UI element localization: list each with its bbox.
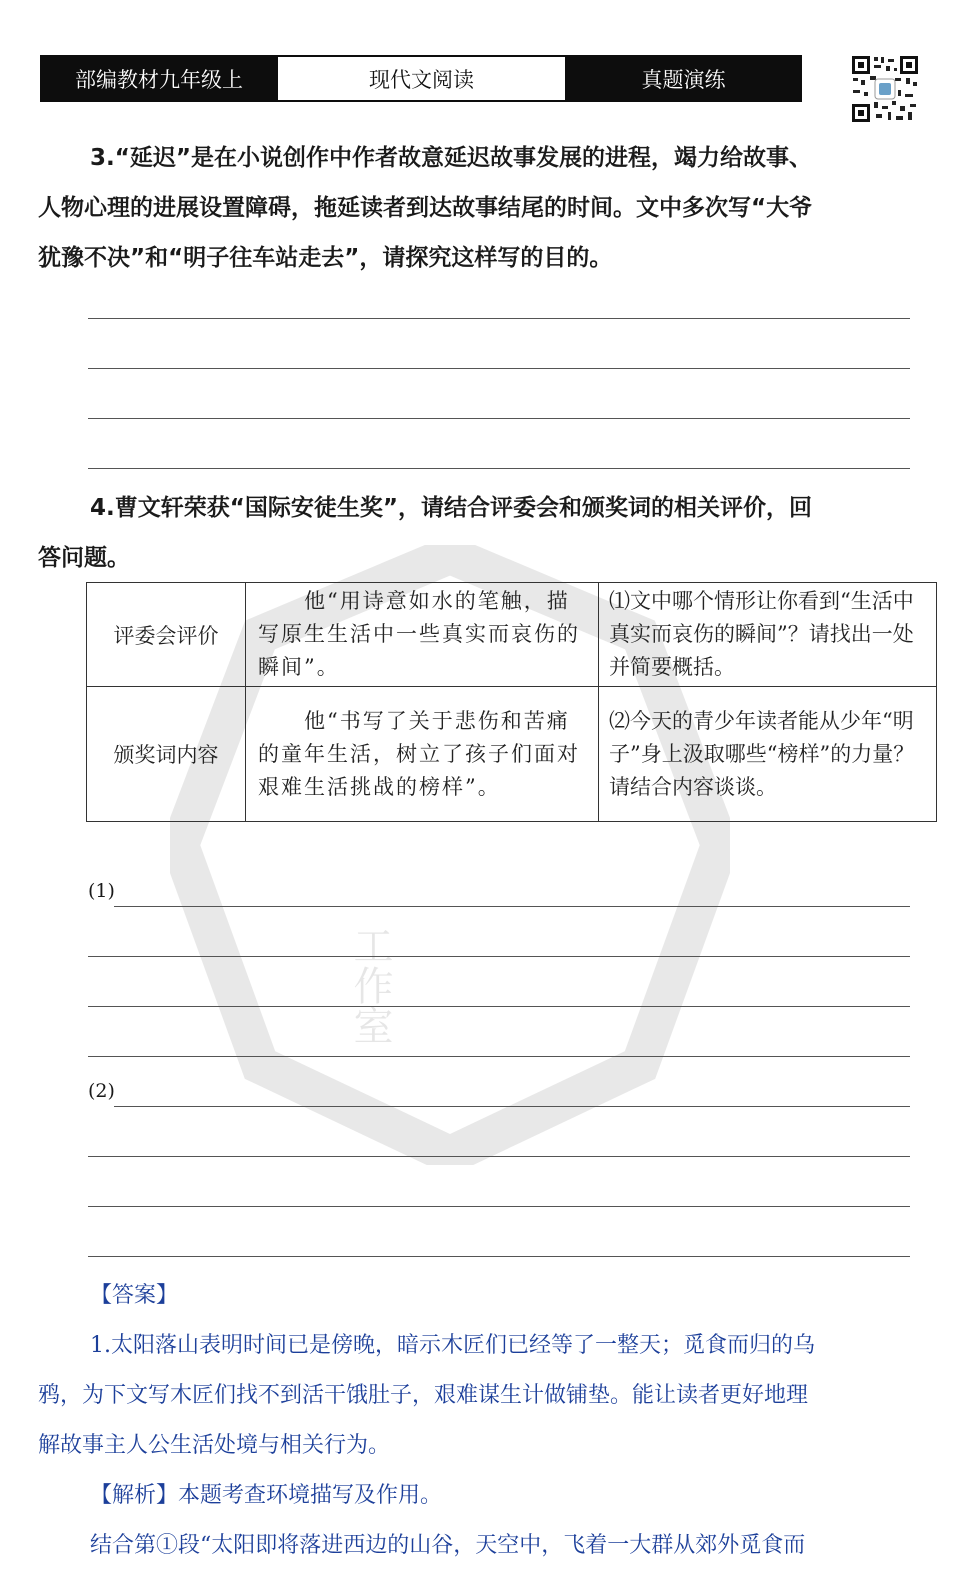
answer-line[interactable] [88, 1156, 910, 1157]
question-4-table [86, 582, 937, 822]
table-row-content: 他“用诗意如水的笔触，描写原生生活中一些真实而哀伤的瞬间”。 [246, 583, 599, 687]
watermark-text: 工作室 [347, 925, 393, 1045]
analysis-tag: 【解析】 [90, 1483, 179, 1508]
question-4 [38, 483, 933, 583]
question-3-line: 人物心理的进展设置障碍，拖延读者到达故事结尾的时间。文中多次写“大爷 [38, 195, 813, 221]
table-row-question: ⑴文中哪个情形让你看到“生活中真实而哀伤的瞬间”？请找出一处并简要概括。 [599, 583, 937, 687]
header-bar [40, 55, 802, 102]
answer-line[interactable] [88, 1206, 910, 1207]
answer-line[interactable] [88, 1006, 910, 1007]
question-4-line: 答问题。 [38, 545, 130, 571]
answer-line[interactable] [88, 418, 910, 419]
answer-line-text: 鸦，为下文写木匠们找不到活干饿肚子，艰难谋生计做铺垫。能让读者更好地理 [38, 1383, 809, 1408]
table-row [87, 687, 937, 822]
header-topic: 现代文阅读 [278, 55, 565, 102]
analysis-line [38, 1471, 933, 1521]
analysis-text: 本题考查环境描写及作用。 [178, 1483, 443, 1508]
answer-line[interactable] [88, 956, 910, 957]
answer-section [38, 1271, 933, 1571]
header-grade: 部编教材九年级上 [40, 55, 278, 102]
question-3-line: 犹豫不决”和“明子往车站走去”，请探究这样写的目的。 [38, 245, 613, 271]
qr-code-icon [850, 54, 920, 124]
answer-line[interactable] [88, 368, 910, 369]
answer-line[interactable] [88, 468, 910, 469]
answer-line[interactable] [114, 1106, 910, 1107]
answer-line-text: 解故事主人公生活处境与相关行为。 [38, 1433, 391, 1458]
question-4-line: 4.曹文轩荣获“国际安徒生奖”，请结合评委会和颁奖词的相关评价，回 [90, 495, 812, 521]
answer-line[interactable] [88, 318, 910, 319]
question-3 [38, 133, 933, 283]
answer-line[interactable] [88, 1256, 910, 1257]
answer-line[interactable] [88, 1056, 910, 1057]
answer-label-2: (2) [88, 1080, 115, 1102]
analysis-next-line: 结合第①段“太阳即将落进西边的山谷，天空中，飞着一大群从郊外觅食而 [90, 1533, 806, 1558]
table-row [87, 583, 937, 687]
answer-line[interactable] [114, 906, 910, 907]
table-row-question: ⑵今天的青少年读者能从少年“明子”身上汲取哪些“榜样”的力量？请结合内容谈谈。 [599, 687, 937, 822]
answer-label-1: (1) [88, 880, 115, 902]
answer-line-text: 1.太阳落山表明时间已是傍晚，暗示木匠们已经等了一整天；觅食而归的乌 [90, 1333, 815, 1358]
table-row-label: 评委会评价 [87, 583, 246, 687]
table-row-label: 颁奖词内容 [87, 687, 246, 822]
header-section: 真题演练 [565, 55, 802, 102]
table-row-content: 他“书写了关于悲伤和苦痛的童年生活，树立了孩子们面对艰难生活挑战的榜样”。 [246, 687, 599, 822]
answer-tag: 【答案】 [90, 1283, 179, 1308]
question-3-line: 3.“延迟”是在小说创作中作者故意延迟故事发展的进程，竭力给故事、 [90, 145, 812, 171]
